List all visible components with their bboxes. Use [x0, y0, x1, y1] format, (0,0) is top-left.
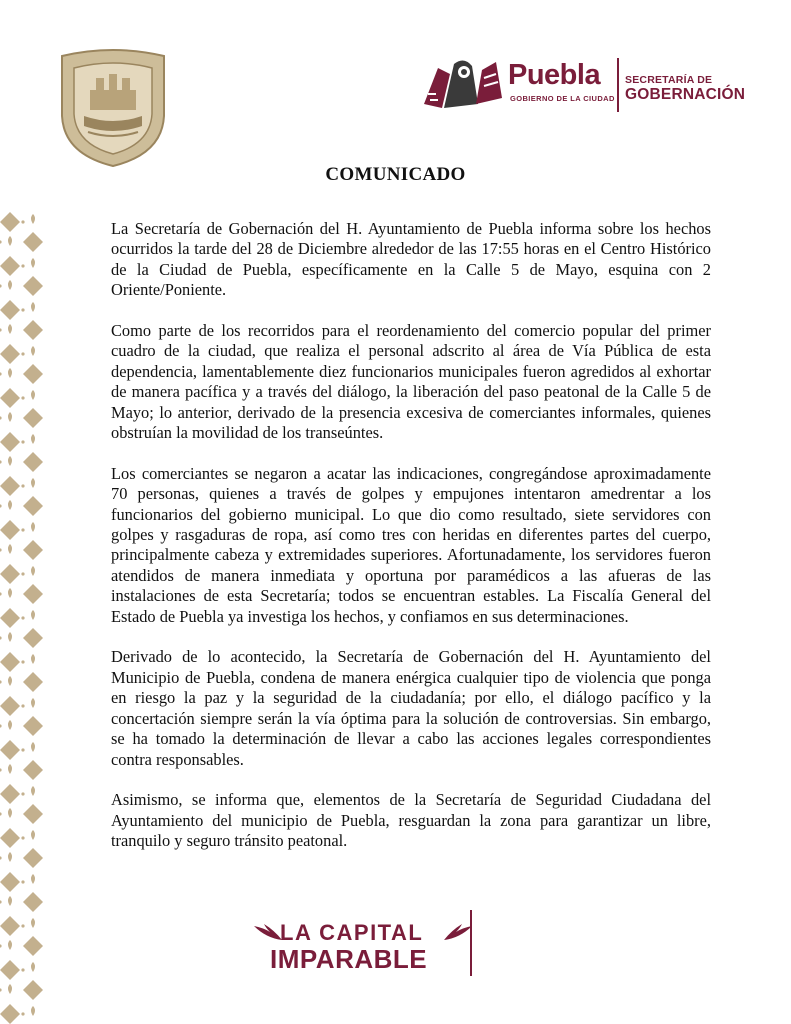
puebla-header-logo — [420, 50, 755, 116]
footer-divider — [470, 910, 472, 976]
paragraph: Asimismo, se informa que, elementos de la Secretaría de Seguridad Ciudadana del Ayuntamiento del municipio de Puebla, resguardan la zona para garantizar un libre, tranquilo y seguro tránsito peatonal. — [111, 790, 711, 851]
wing-icon — [444, 924, 472, 942]
footer-slogan-logo — [254, 918, 484, 978]
department-line1: SECRETARÍA DE — [625, 74, 713, 86]
brand-subtitle: GOBIERNO DE LA CIUDAD — [510, 94, 615, 103]
header-divider — [617, 58, 619, 112]
wing-icon — [254, 924, 282, 942]
paragraph: Como parte de los recorridos para el reordenamiento del comercio popular del primer cuadro de la ciudad, que realiza el personal adscrito al área de Vía Pública de esta dependencia, lamentablemente diez funcionarios municipales fueron agredidos al exhortar de manera pacífica y a través del diálogo, la liberación del paso peatonal de la Calle 5 de Mayo; lo anterior, derivado de la presencia excesiva de comerciantes informales, quienes obstruían la movilidad de los transeúntes. — [111, 321, 711, 443]
slogan-line2: IMPARABLE — [270, 944, 428, 974]
paragraph: Los comerciantes se negaron a acatar las indicaciones, congregándose aproximadamente 70 personas, quienes a través de golpes y empujones intentaron amedrentar a los funcionarios del gobierno municipal. Lo que dio como resultado, siete servidores con golpes y rasgaduras de ropa, así como tres con heridas en diferentes partes del cuerpo, principalmente cabeza y extremidades superiores. Afortunadamente, los servidores fueron atendidos de manera inmediata y oportuna por paramédicos a las afueras de las instalaciones de esta Secretaría; todos se encuentran estables. La Fiscalía General del Estado de Puebla ya investiga los hechos, y confiamos en sus determinaciones. — [111, 463, 711, 626]
paragraph: Derivado de lo acontecido, la Secretaría de Gobernación del H. Ayuntamiento del Municipio de Puebla, condena de manera enérgica cualquier tipo de violencia que ponga en riesgo la paz y la seguridad de la ciudadanía; por ello, el diálogo pacífico y la concertación siempre serán la vía óptima para la solución de controversias. Sin embargo, se ha tomado la determinación de llevar a cabo las acciones legales correspondientes contra responsables. — [111, 647, 711, 769]
document-title: COMUNICADO — [325, 164, 466, 185]
paragraph: La Secretaría de Gobernación del H. Ayuntamiento de Puebla informa sobre los hechos ocurridos la tarde del 28 de Diciembre alrededor de las 17:55 horas en el Centro Histórico de la Ciudad de Puebla, específicamente en la Calle 5 de Mayo, esquina con 2 Oriente/Poniente. — [111, 219, 711, 300]
city-seal-icon — [54, 46, 172, 168]
slogan-line1: LA CAPITAL — [280, 920, 424, 945]
decorative-border-pattern — [0, 210, 46, 1024]
brand-name: Puebla — [508, 59, 601, 91]
department-line2: GOBERNACIÓN — [625, 86, 746, 103]
document-body — [111, 219, 711, 872]
puebla-mascot-icon — [420, 54, 506, 112]
